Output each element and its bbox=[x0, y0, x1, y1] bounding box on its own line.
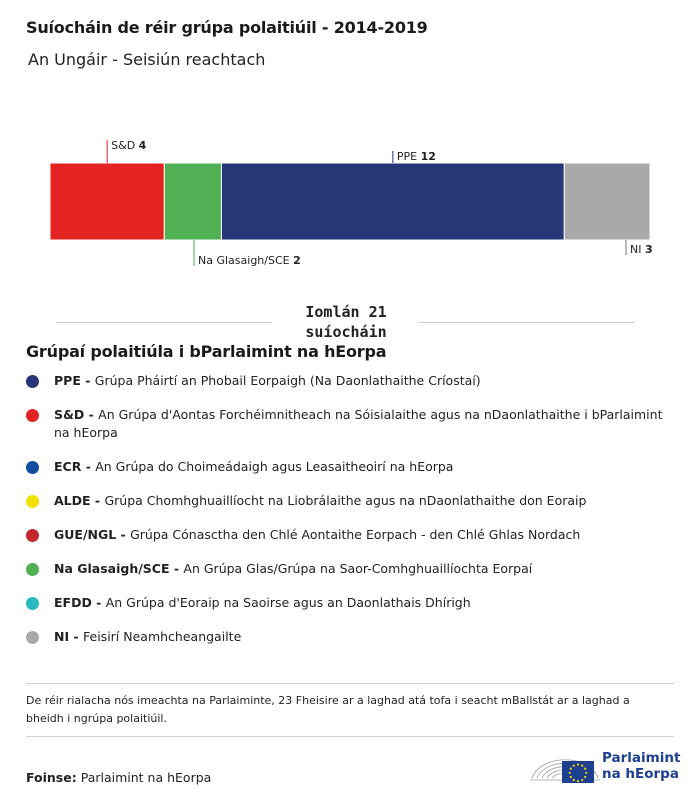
legend-abbr: ECR - bbox=[54, 459, 96, 474]
legend-dot-icon bbox=[26, 563, 39, 576]
source-text: Parlaimint na hEorpa bbox=[80, 770, 212, 785]
legend-text: Feisirí Neamhcheangailte bbox=[83, 629, 242, 644]
legend-item bbox=[26, 594, 676, 612]
seat-distribution-chart bbox=[0, 130, 700, 280]
bar-segment-ppe bbox=[221, 163, 564, 240]
legend-dot-icon bbox=[26, 375, 39, 388]
total-divider-left bbox=[56, 322, 272, 323]
chart-subtitle: An Ungáir - Seisiún reachtach bbox=[28, 50, 266, 69]
legend-abbr: GUE/NGL - bbox=[54, 527, 131, 542]
legend-text: An Grúpa d'Aontas Forchéimnitheach na Sóisialaithe agus na nDaonlathaithe i bParlaimint na hEorpa bbox=[54, 407, 663, 440]
legend-abbr: EFDD - bbox=[54, 595, 106, 610]
total-seats-label bbox=[274, 302, 418, 342]
legend-item bbox=[26, 458, 676, 476]
logo-text bbox=[602, 750, 680, 782]
bar-segment-na-glasaigh-sce bbox=[164, 163, 221, 240]
legend-abbr: ALDE - bbox=[54, 493, 105, 508]
footnote: De réir rialacha nós imeachta na Parlaiminte, 23 Fheisire ar a laghad atá tofa i seacht mBallstát ar a laghad a bheidh i ngrúpa polaitiúil. bbox=[26, 694, 630, 725]
legend-text: Grúpa Pháirtí an Phobail Eorpaigh (Na Daonlathaithe Críostaí) bbox=[94, 373, 481, 388]
logo-line2: na hEorpa bbox=[602, 766, 679, 782]
total-divider-right bbox=[418, 322, 634, 323]
total-seats-line1: Iomlán 21 bbox=[305, 303, 387, 321]
legend-abbr: S&D - bbox=[54, 407, 99, 422]
legend-text: Grúpa Cónasctha den Chlé Aontaithe Eorpach - den Chlé Ghlas Nordach bbox=[130, 527, 581, 542]
legend-item bbox=[26, 372, 676, 390]
legend-dot-icon bbox=[26, 495, 39, 508]
legend-item bbox=[26, 560, 676, 578]
legend-dot-icon bbox=[26, 529, 39, 542]
data-label-ppe: PPE 12 bbox=[396, 150, 436, 163]
legend-item bbox=[26, 628, 676, 646]
chart-title: Suíocháin de réir grúpa polaitiúil - 2014-2019 bbox=[26, 18, 428, 37]
legend-item bbox=[26, 526, 676, 544]
divider bbox=[26, 736, 674, 737]
legend-text: An Grúpa do Choimeádaigh agus Leasaitheoirí na hEorpa bbox=[95, 459, 454, 474]
legend-heading: Grúpaí polaitiúla i bParlaimint na hEorpa bbox=[26, 342, 387, 361]
total-seats bbox=[0, 302, 700, 342]
legend-abbr: NI - bbox=[54, 629, 84, 644]
legend-text: Grúpa Chomhghuaillíocht na Liobrálaithe agus na nDaonlathaithe don Eoraip bbox=[104, 493, 587, 508]
divider bbox=[26, 683, 674, 684]
data-label-ni: NI 3 bbox=[630, 243, 653, 256]
legend bbox=[26, 372, 676, 662]
legend-item bbox=[26, 406, 676, 442]
legend-dot-icon bbox=[26, 631, 39, 644]
legend-dot-icon bbox=[26, 409, 39, 422]
bar-segment-ni bbox=[564, 163, 650, 240]
legend-item bbox=[26, 492, 676, 510]
legend-dot-icon bbox=[26, 597, 39, 610]
source bbox=[26, 770, 211, 785]
source-label: Foinse: bbox=[26, 770, 77, 785]
data-label-na-glasaigh-sce: Na Glasaigh/SCE 2 bbox=[198, 254, 301, 267]
legend-abbr: Na Glasaigh/SCE - bbox=[54, 561, 184, 576]
logo-line1: Parlaimint bbox=[602, 750, 681, 766]
legend-text: An Grúpa Glas/Grúpa na Saor-Comhghuaillíochta Eorpaí bbox=[183, 561, 533, 576]
legend-dot-icon bbox=[26, 461, 39, 474]
legend-text: An Grúpa d'Eoraip na Saoirse agus an Daonlathais Dhírigh bbox=[105, 595, 471, 610]
total-seats-line2: suíocháin bbox=[305, 323, 387, 341]
data-label-s-d: S&D 4 bbox=[111, 139, 147, 152]
legend-abbr: PPE - bbox=[54, 373, 95, 388]
bar-segment-s-d bbox=[50, 163, 164, 240]
